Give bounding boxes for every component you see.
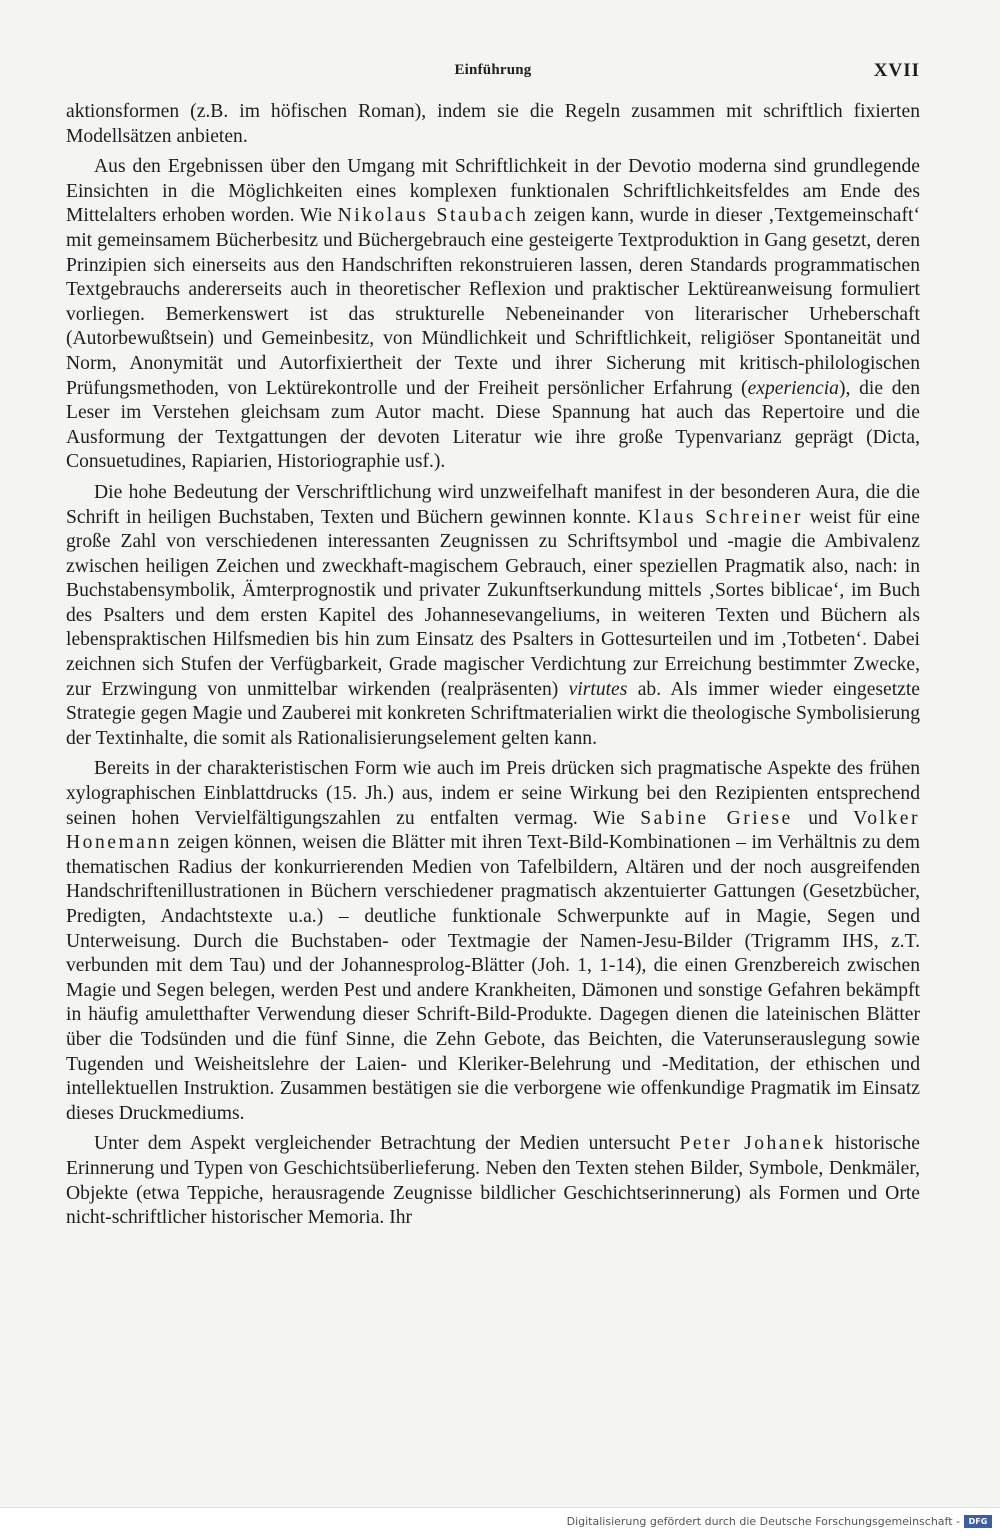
running-title: Einführung [454,62,532,78]
text-run: Aus den Ergebnissen über den Umgang mit Schriftlichkeit in der Devotio moderna sind grundlegende Einsichten in die Möglichkeiten eines komplexen funktionalen Schriftlichkeitsfeldes am Ende des Mittelalters erhoben worden. Wie [66,156,920,227]
italic-term: experiencia [747,377,839,399]
author-name: Sabine Griese [640,807,793,829]
paragraph [66,1132,920,1230]
text-run: aktionsformen (z.B. im höfischen Roman), indem sie die Regeln zusammen mit schriftlich fixierten Modellsätzen anbieten. [66,101,920,147]
text-run: zeigen können, weisen die Blätter mit ihren Text-Bild-Kombinationen – im Verhältnis zu dem thematischen Radius der konkurrierenden Medien von Tafelbildern, Altären und der noch ausgreifenden Handschriftenillustrationen in Büchern verschiedener pragmatisch akzentuierter Gattungen (Gesetzbücher, Predigten, Andachtstexte u.a.) – deutliche funktionale Schwerpunkte auf in Magie, Segen und Unterweisung. Durch die Buchstaben- oder Textmagie der Namen-Jesu-Bilder (Trigramm IHS, z.T. verbunden mit dem Tau) und der Johannesprolog-Blätter (Joh. 1, 1-14), die einen Grenzbereich zwischen Magie und Segen belegen, werden Pest und andere Krankheiten, Dämonen und sonstige Gefahren bekämpft in häufig amuletthafter Verwendung dieser Schrift-Bild-Produkte. Dagegen dienen die lateinischen Blätter über die Todsünden und die fünf Sinne, die Zehn Gebote, das Beichten, die Vaterunserauslegung sowie Tugenden und Weisheitslehre der Laien- und Kleriker-Belehrung und -Meditation, der ethischen und intellektuellen Instruktion. Zusammen bestätigen sie die verborgene wie offenkundige Pragmatik im Einsatz dieses Druckmediums. [66,832,920,1124]
italic-term: virtutes [568,678,628,700]
text-run: zeigen kann, wurde in dieser ‚Textgemeinschaft‘ mit gemeinsamem Bücherbesitz und Büchergebrauch eine gesteigerte Textproduktion in Gang gesetzt, deren Prinzipien sich einerseits aus den Handschriften rekonstruieren lassen, deren Standards programmatischen Textgebrauchs andererseits auch in theoretischer Reflexion und praktischer Lektüreanweisung formuliert vorliegen. Bemerkenswert ist das strukturelle Nebeneinander von literarischer Urheberschaft (Autorbewußtsein) und Gemeinbesitz, von Mündlichkeit und Schriftlichkeit, religiöser Spontaneität und Norm, Anonymität und Autorfixiertheit der Texte und ihrer Sicherung mit kritisch-philologischen Prüfungsmethoden, von Lektürekontrolle und der Freiheit persönlicher Erfahrung ( [66,205,920,399]
author-name: Nikolaus Staubach [337,205,529,227]
text-run: und [792,807,854,829]
text-run: historische Erinnerung und Typen von Geschichtsüberlieferung. Neben den Texten stehen Bilder, Symbole, Denkmäler, Objekte (etwa Teppiche, herausragende Zeugnisse bildlicher Geschichtserinnerung) als Formen und Orte nicht-schriftlicher historischer Memoria. Ihr [66,1133,920,1229]
body-text [66,100,920,1231]
paragraph [66,100,920,149]
author-name: Volker Honemann [66,807,920,854]
running-head [66,62,920,88]
paragraph [66,757,920,1126]
text-run: Unter dem Aspekt vergleichender Betrachtung der Medien untersucht [94,1133,680,1155]
paragraph [66,155,920,475]
text-run: weist für eine große Zahl von verschiedenen interessanten Zeugnissen zu Schriftsymbol und -magie die Ambivalenz zwischen heiligen Zeichen und zweckhaft-magischem Gebrauch, einer speziellen Pragmatik also, nach: in Buchstabensymbolik, Ämterprognostik und privater Zukunftserkundung mittels ‚Sortes biblicae‘, im Buch des Psalters und dem ersten Kapitel des Johannesevangeliums, in weiteren Texten und Büchern als lebenspraktischen Hilfsmedien bis hin zum Einsatz des Psalters in Gottesurteilen und im ‚Totbeten‘. Dabei zeichnen sich Stufen der Verfügbarkeit, Grade magischer Verdichtung zur Erreichung bestimmter Zwecke, zur Erzwingung von unmittelbar wirkenden (realpräsenten) [66,506,920,700]
text-run: ab. Als immer wieder eingesetzte Strategie gegen Magie und Zauberei mit konkreten Schriftmaterialien wirkt die theologische Symbolisierung der Textinhalte, die somit als Rationalisierungselement gelten kann. [66,678,921,749]
text-run: Bereits in der charakteristischen Form wie auch im Preis drücken sich pragmatische Aspekte des frühen xylographischen Einblattdrucks (15. Jh.) aus, indem er seine Wirkung bei den Rezipienten entsprechend seinen hohen Vervielfältigungszahlen zu entfalten vermag. Wie [66,758,920,829]
author-name: Peter Johanek [679,1133,826,1155]
funding-credit: Digitalisierung gefördert durch die Deutsche Forschungsgemeinschaft - [566,1515,960,1528]
footer-bar [0,1507,1000,1536]
page-number: XVII [873,60,920,81]
text-run: ), die den Leser im Verstehen gleichsam zum Autor macht. Diese Spannung hat auch das Repertoire und die Ausformung der Textgattungen der devoten Literatur wie ihre große Typenvarianz geprägt (Dicta, Consuetudines, Rapiarien, Historiographie usf.). [66,377,921,473]
text-run: Die hohe Bedeutung der Verschriftlichung wird unzweifelhaft manifest in der besonderen Aura, die die Schrift in heiligen Buchstaben, Texten und Büchern gewinnen konnte. [66,481,920,528]
dfg-logo: DFG [964,1515,992,1528]
paragraph [66,481,920,752]
author-name: Klaus Schreiner [637,506,803,528]
